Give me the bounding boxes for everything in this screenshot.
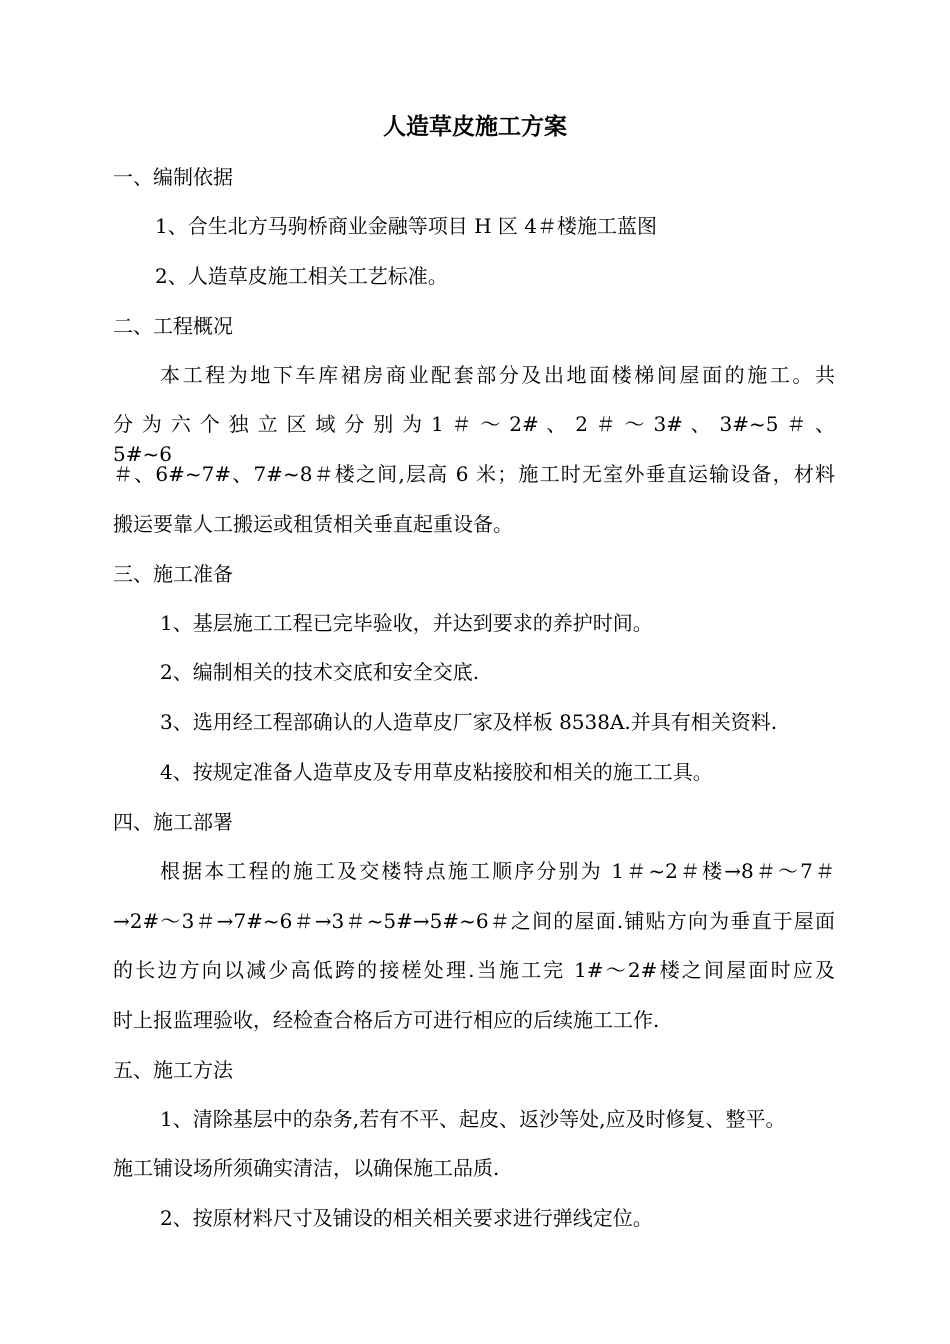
paragraph-line: 施工铺设场所须确实清洁，以确保施工品质.: [113, 1156, 500, 1180]
document-title: 人造草皮施工方案: [383, 113, 567, 140]
paragraph-line: 1、清除基层中的杂务,若有不平、起皮、返沙等处,应及时修复、整平。: [160, 1107, 786, 1131]
section-heading-deployment: 四、施工部署: [113, 810, 233, 834]
list-item: 1、基层施工工程已完毕验收，并达到要求的养护时间。: [160, 611, 653, 635]
list-item: 3、选用经工程部确认的人造草皮厂家及样板 8538A.并具有相关资料.: [160, 710, 778, 734]
list-item: 2、编制相关的技术交底和安全交底.: [160, 660, 480, 684]
paragraph-line: →2#～3＃→7#~6＃→3＃~5#→5#~6＃之间的屋面.铺贴方向为垂直于屋面: [113, 909, 835, 933]
paragraph-line: 搬运要靠人工搬运或租赁相关垂直起重设备。: [113, 512, 513, 536]
paragraph-line: 根据本工程的施工及交楼特点施工顺序分别为 1＃~2＃楼→8＃～7＃: [160, 859, 835, 883]
paragraph-line: 时上报监理验收，经检查合格后方可进行相应的后续施工工作.: [113, 1008, 660, 1032]
paragraph-line: ＃、6#~7#、7#~8＃楼之间,层高 6 米；施工时无室外垂直运输设备，材料: [113, 462, 835, 486]
paragraph-line: 的长边方向以减少高低跨的接槎处理.当施工完 1#～2#楼之间屋面时应及: [113, 958, 835, 982]
paragraph-line: 本工程为地下车库裙房商业配套部分及出地面楼梯间屋面的施工。共: [160, 363, 835, 387]
list-item: 1、合生北方马驹桥商业金融等项目 H 区 4＃楼施工蓝图: [155, 214, 657, 238]
paragraph-line: 分 为 六 个 独 立 区 域 分 别 为 1 ＃ ～ 2# 、 2 ＃ ～ 3# 、 3#~5 ＃ 、 5#~6: [113, 412, 835, 466]
list-item: 2、人造草皮施工相关工艺标准。: [155, 264, 448, 288]
section-heading-basis: 一、编制依据: [113, 165, 233, 189]
section-heading-overview: 二、工程概况: [113, 314, 233, 338]
section-heading-preparation: 三、施工准备: [113, 562, 233, 586]
section-heading-method: 五、施工方法: [113, 1058, 233, 1082]
paragraph-line: 2、按原材料尺寸及铺设的相关相关要求进行弹线定位。: [160, 1206, 653, 1230]
list-item: 4、按规定准备人造草皮及专用草皮粘接胶和相关的施工工具。: [160, 760, 713, 784]
